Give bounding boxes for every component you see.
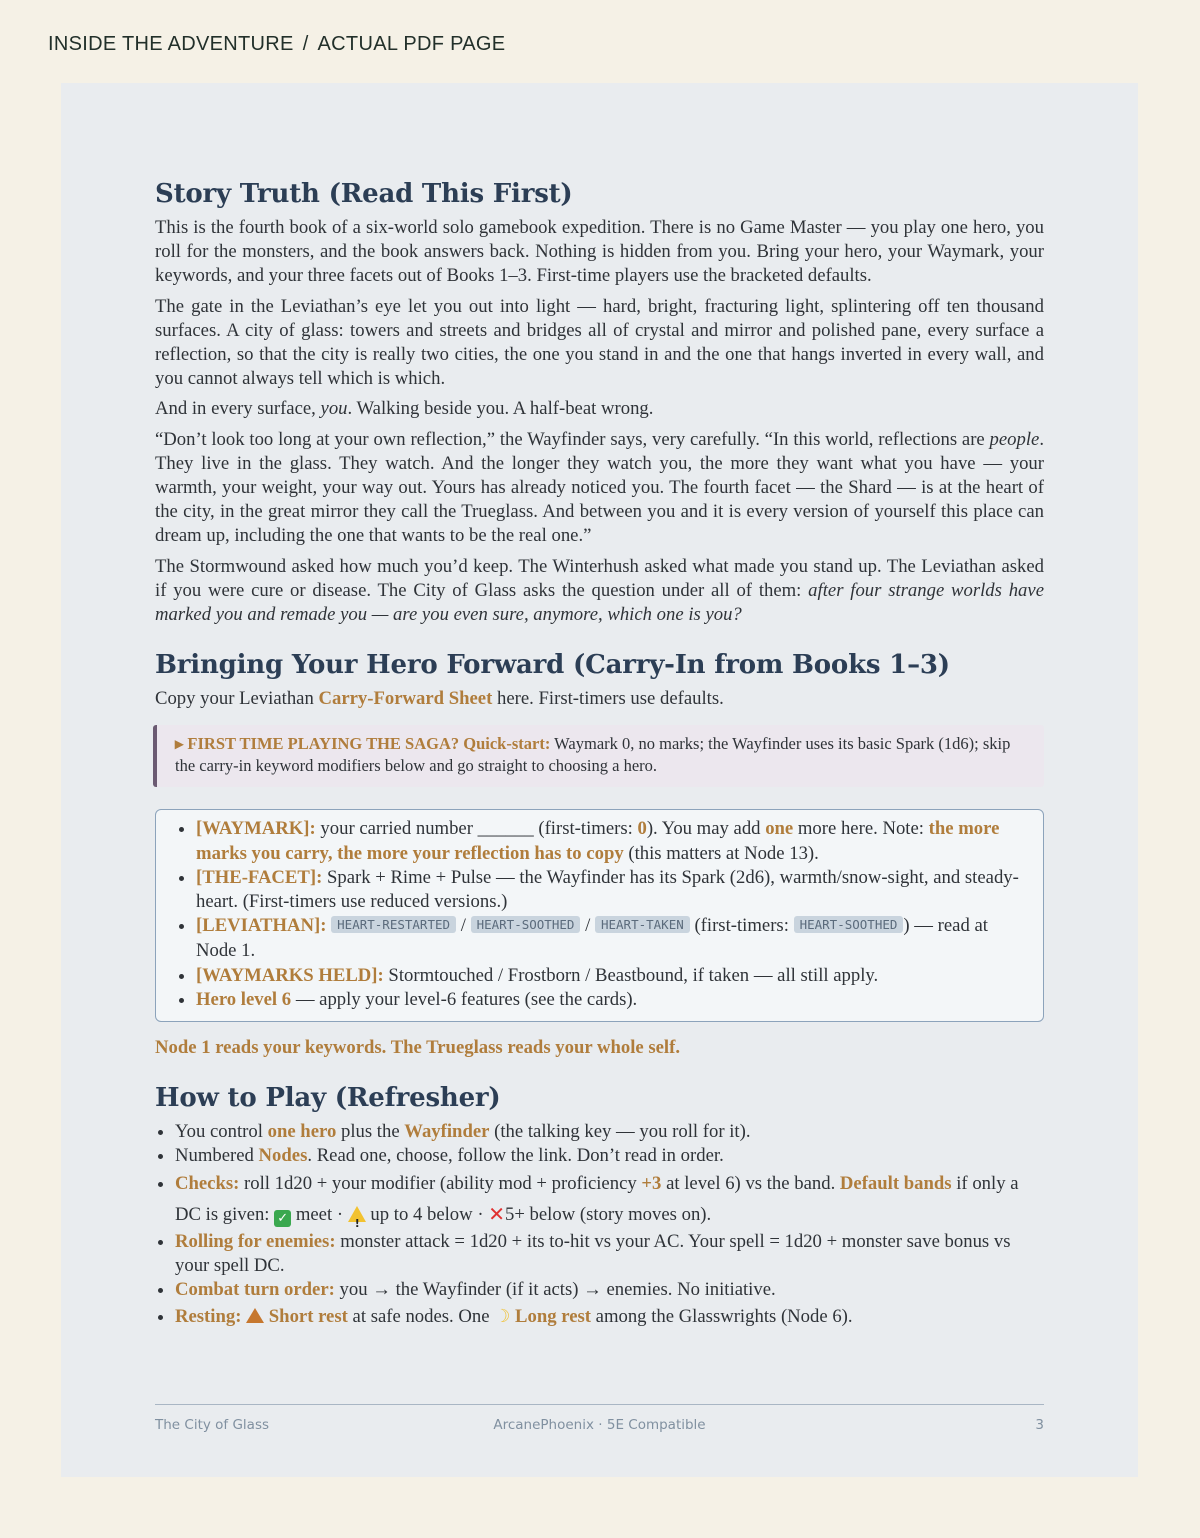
carry-forward-sheet-link[interactable]: Carry-Forward Sheet (318, 688, 493, 710)
callout-label: ▸ FIRST TIME PLAYING THE SAGA? Quick-start: (175, 734, 551, 754)
emphasis: people (989, 428, 1040, 450)
text-run: roll 1d20 + your modifier (ability mod + proficiency (239, 1172, 642, 1194)
text-run: 5+ below (story moves on). (504, 1203, 712, 1225)
list-item-control (175, 1120, 1044, 1144)
story-truth-heading: Story Truth (Read This First) (155, 179, 573, 209)
story-paragraph-2: The gate in the Leviathan’s eye let you out into light — hard, bright, fracturing light, splintering off ten thousand surfaces. A city of glass: towers and streets and bridges all of crystal and mirror and polished pane, every surface a reflection, so that the city is really two cities, the one you stand in and the one that hangs inverted in every wall, and you cannot always tell which is which. (155, 295, 1044, 390)
pdf-page (61, 83, 1138, 1477)
highlight: Wayfinder (404, 1121, 490, 1143)
how-to-play-section (155, 1082, 1044, 1332)
tent-icon (246, 1308, 264, 1323)
page-content (155, 178, 1044, 1332)
story-paragraph-1: This is the fourth book of a six-world solo gamebook expedition. There is no Game Master — you play one hero, you roll for the monsters, and the book answers back. Nothing is hidden from you. Bring your hero, your Waymark, your keywords, and your three facets out of Books 1–3. First-time players use the bracketed defaults. (155, 217, 1044, 287)
text-run: And in every surface, (155, 398, 321, 420)
rules-list (155, 1120, 1044, 1332)
text-run: (first-timers: (689, 915, 794, 937)
item-label: [LEVIATHAN]: (196, 915, 327, 937)
text-run: Numbered (175, 1145, 259, 1167)
callout-text: Waymark 0, no marks; the Wayfinder uses its basic Spark (1d6); skip the carry-in keyword modifiers below and go straight to choosing a hero. (175, 734, 1011, 776)
text-run: Copy your Leviathan (155, 688, 319, 710)
carry-in-intro (155, 687, 1044, 711)
carry-in-section (155, 649, 1044, 1060)
quick-start-callout (153, 725, 1044, 787)
keyword-tag: HEART-RESTARTED (331, 916, 456, 933)
text-run: your carried number ______ (first-timers: (315, 818, 638, 840)
list-item-checks (175, 1169, 1044, 1230)
text-run: . They live in the glass. They watch. And the longer they watch you, the more they want what you have — your warmth, your weight, your way out. Yours has already noticed you. The fourth facet — the Shard — is at the heart of the city, in the great mirror they call the Trueglass. And between you and it is every version of yourself this place can dream up, including the one that wants to be the real one.” (155, 428, 1044, 547)
text-run: at level 6) vs the band. (661, 1172, 840, 1194)
keyword-tag: HEART-SOOTHED (471, 916, 581, 933)
item-label: Checks: (175, 1172, 240, 1194)
cross-icon: ✕ (488, 1201, 505, 1226)
text-run: (this matters at Node 13). (623, 842, 819, 864)
list-item-leviathan (196, 914, 1029, 963)
highlight: the more marks you carry, the more your reflection has to copy (196, 818, 1000, 864)
text-run: Spark + Rime + Pulse — the Wayfinder has its Spark (2d6), warmth/snow-sight, and steady-heart. (First-timers use reduced versions.) (196, 866, 1019, 913)
highlight: +3 (641, 1172, 662, 1194)
text-run: plus the (336, 1121, 405, 1143)
text-run: ) — read at Node 1. (196, 915, 988, 962)
text-run: / (456, 915, 471, 937)
text-run: ). You may add (646, 818, 766, 840)
text-run: up to 4 below · (365, 1203, 489, 1225)
page-label (48, 33, 505, 56)
text-run: among the Glasswrights (Node 6). (590, 1306, 853, 1328)
text-run: if only a DC is given: (175, 1172, 1019, 1225)
carry-in-heading: Bringing Your Hero Forward (Carry-In from Books 1–3) (155, 650, 950, 681)
emphasis: you (320, 398, 348, 420)
footer-page-number: 3 (1035, 1417, 1044, 1433)
story-paragraph-3 (155, 397, 1044, 421)
highlight: 0 (637, 818, 647, 840)
item-label: [THE-FACET]: (196, 866, 323, 888)
list-item-the-facet (196, 866, 1029, 914)
list-item-waymarks-held (196, 964, 1029, 988)
item-label: [WAYMARKS HELD]: (196, 964, 384, 986)
page-label-left: INSIDE THE ADVENTURE (48, 33, 294, 55)
highlight: one (765, 818, 794, 840)
page-label-right: ACTUAL PDF PAGE (317, 33, 506, 55)
carry-in-list (170, 817, 1029, 1012)
text-run: Stormtouched / Frostborn / Beastbound, if taken — all still apply. (383, 964, 879, 986)
text-run: monster attack = 1d20 + its to-hit vs your AC. Your spell = 1d20 + monster save bonus vs your spell DC. (175, 1230, 1011, 1276)
story-paragraph-5 (155, 555, 1044, 628)
text-run: The Stormwound asked how much you’d keep. The Winterhush asked what made you stand up. The Leviathan asked if you were cure or disease. The City of Glass asks the question under all of them: (155, 555, 1044, 601)
text-run: at safe nodes. One (347, 1306, 495, 1328)
text-run: you → the Wayfinder (if it acts) → enemies. No initiative. (334, 1279, 776, 1301)
text-run: more here. Note: (793, 818, 929, 840)
highlight: Nodes (258, 1145, 308, 1167)
text-run: “Don’t look too long at your own reflection,” the Wayfinder says, very carefully. “In this world, reflections are (155, 428, 990, 450)
warning-icon: ! (348, 1206, 366, 1222)
how-to-play-heading: How to Play (Refresher) (155, 1083, 501, 1114)
highlight: Long rest (515, 1306, 591, 1328)
story-paragraph-4 (155, 428, 1044, 549)
highlight: one hero (267, 1121, 337, 1143)
list-item-nodes (175, 1144, 1044, 1168)
keyword-tag: HEART-TAKEN (595, 916, 690, 933)
text-run: meet · (291, 1203, 348, 1225)
text-run: You control (175, 1121, 268, 1143)
text-run: here. First-timers use defaults. (492, 688, 724, 710)
list-item-rolling-for-enemies (175, 1230, 1044, 1278)
highlight: Default bands (839, 1172, 952, 1194)
footer-divider (155, 1404, 1044, 1405)
keyword-tag: HEART-SOOTHED (794, 916, 904, 933)
text-run: . Read one, choose, follow the link. Don’t read in order. (307, 1145, 724, 1167)
carry-in-closing-line: Node 1 reads your keywords. The Trueglass reads your whole self. (155, 1037, 681, 1059)
item-label: Resting: (175, 1306, 242, 1328)
text-run: — apply your level-6 features (see the cards). (291, 988, 638, 1010)
text-run: . Walking beside you. A half-beat wrong. (347, 398, 654, 420)
footer-publisher: ArcanePhoenix · 5E Compatible (493, 1417, 706, 1433)
item-label: [WAYMARK]: (196, 818, 316, 840)
page-label-separator: / (302, 33, 309, 55)
list-item-waymark (196, 817, 1029, 865)
list-item-combat-turn-order (175, 1278, 1044, 1302)
text-run: / (580, 915, 595, 937)
item-label: Rolling for enemies: (175, 1230, 336, 1252)
emphasis: after four strange worlds have marked you and remade you — are you even sure, anymore, which one is you? (155, 579, 1044, 626)
list-item-resting (175, 1302, 1044, 1332)
check-icon: ✓ (274, 1210, 291, 1227)
text-run: (the talking key — you roll for it). (489, 1121, 751, 1143)
footer-book-title: The City of Glass (155, 1417, 270, 1433)
item-label: Hero level 6 (196, 988, 292, 1010)
carry-in-box (155, 809, 1044, 1022)
story-truth-section (155, 178, 1044, 627)
list-item-hero-level (196, 988, 1029, 1012)
highlight: Short rest (268, 1306, 348, 1328)
moon-icon: ☽ (494, 1306, 511, 1328)
item-label: Combat turn order: (175, 1279, 335, 1301)
